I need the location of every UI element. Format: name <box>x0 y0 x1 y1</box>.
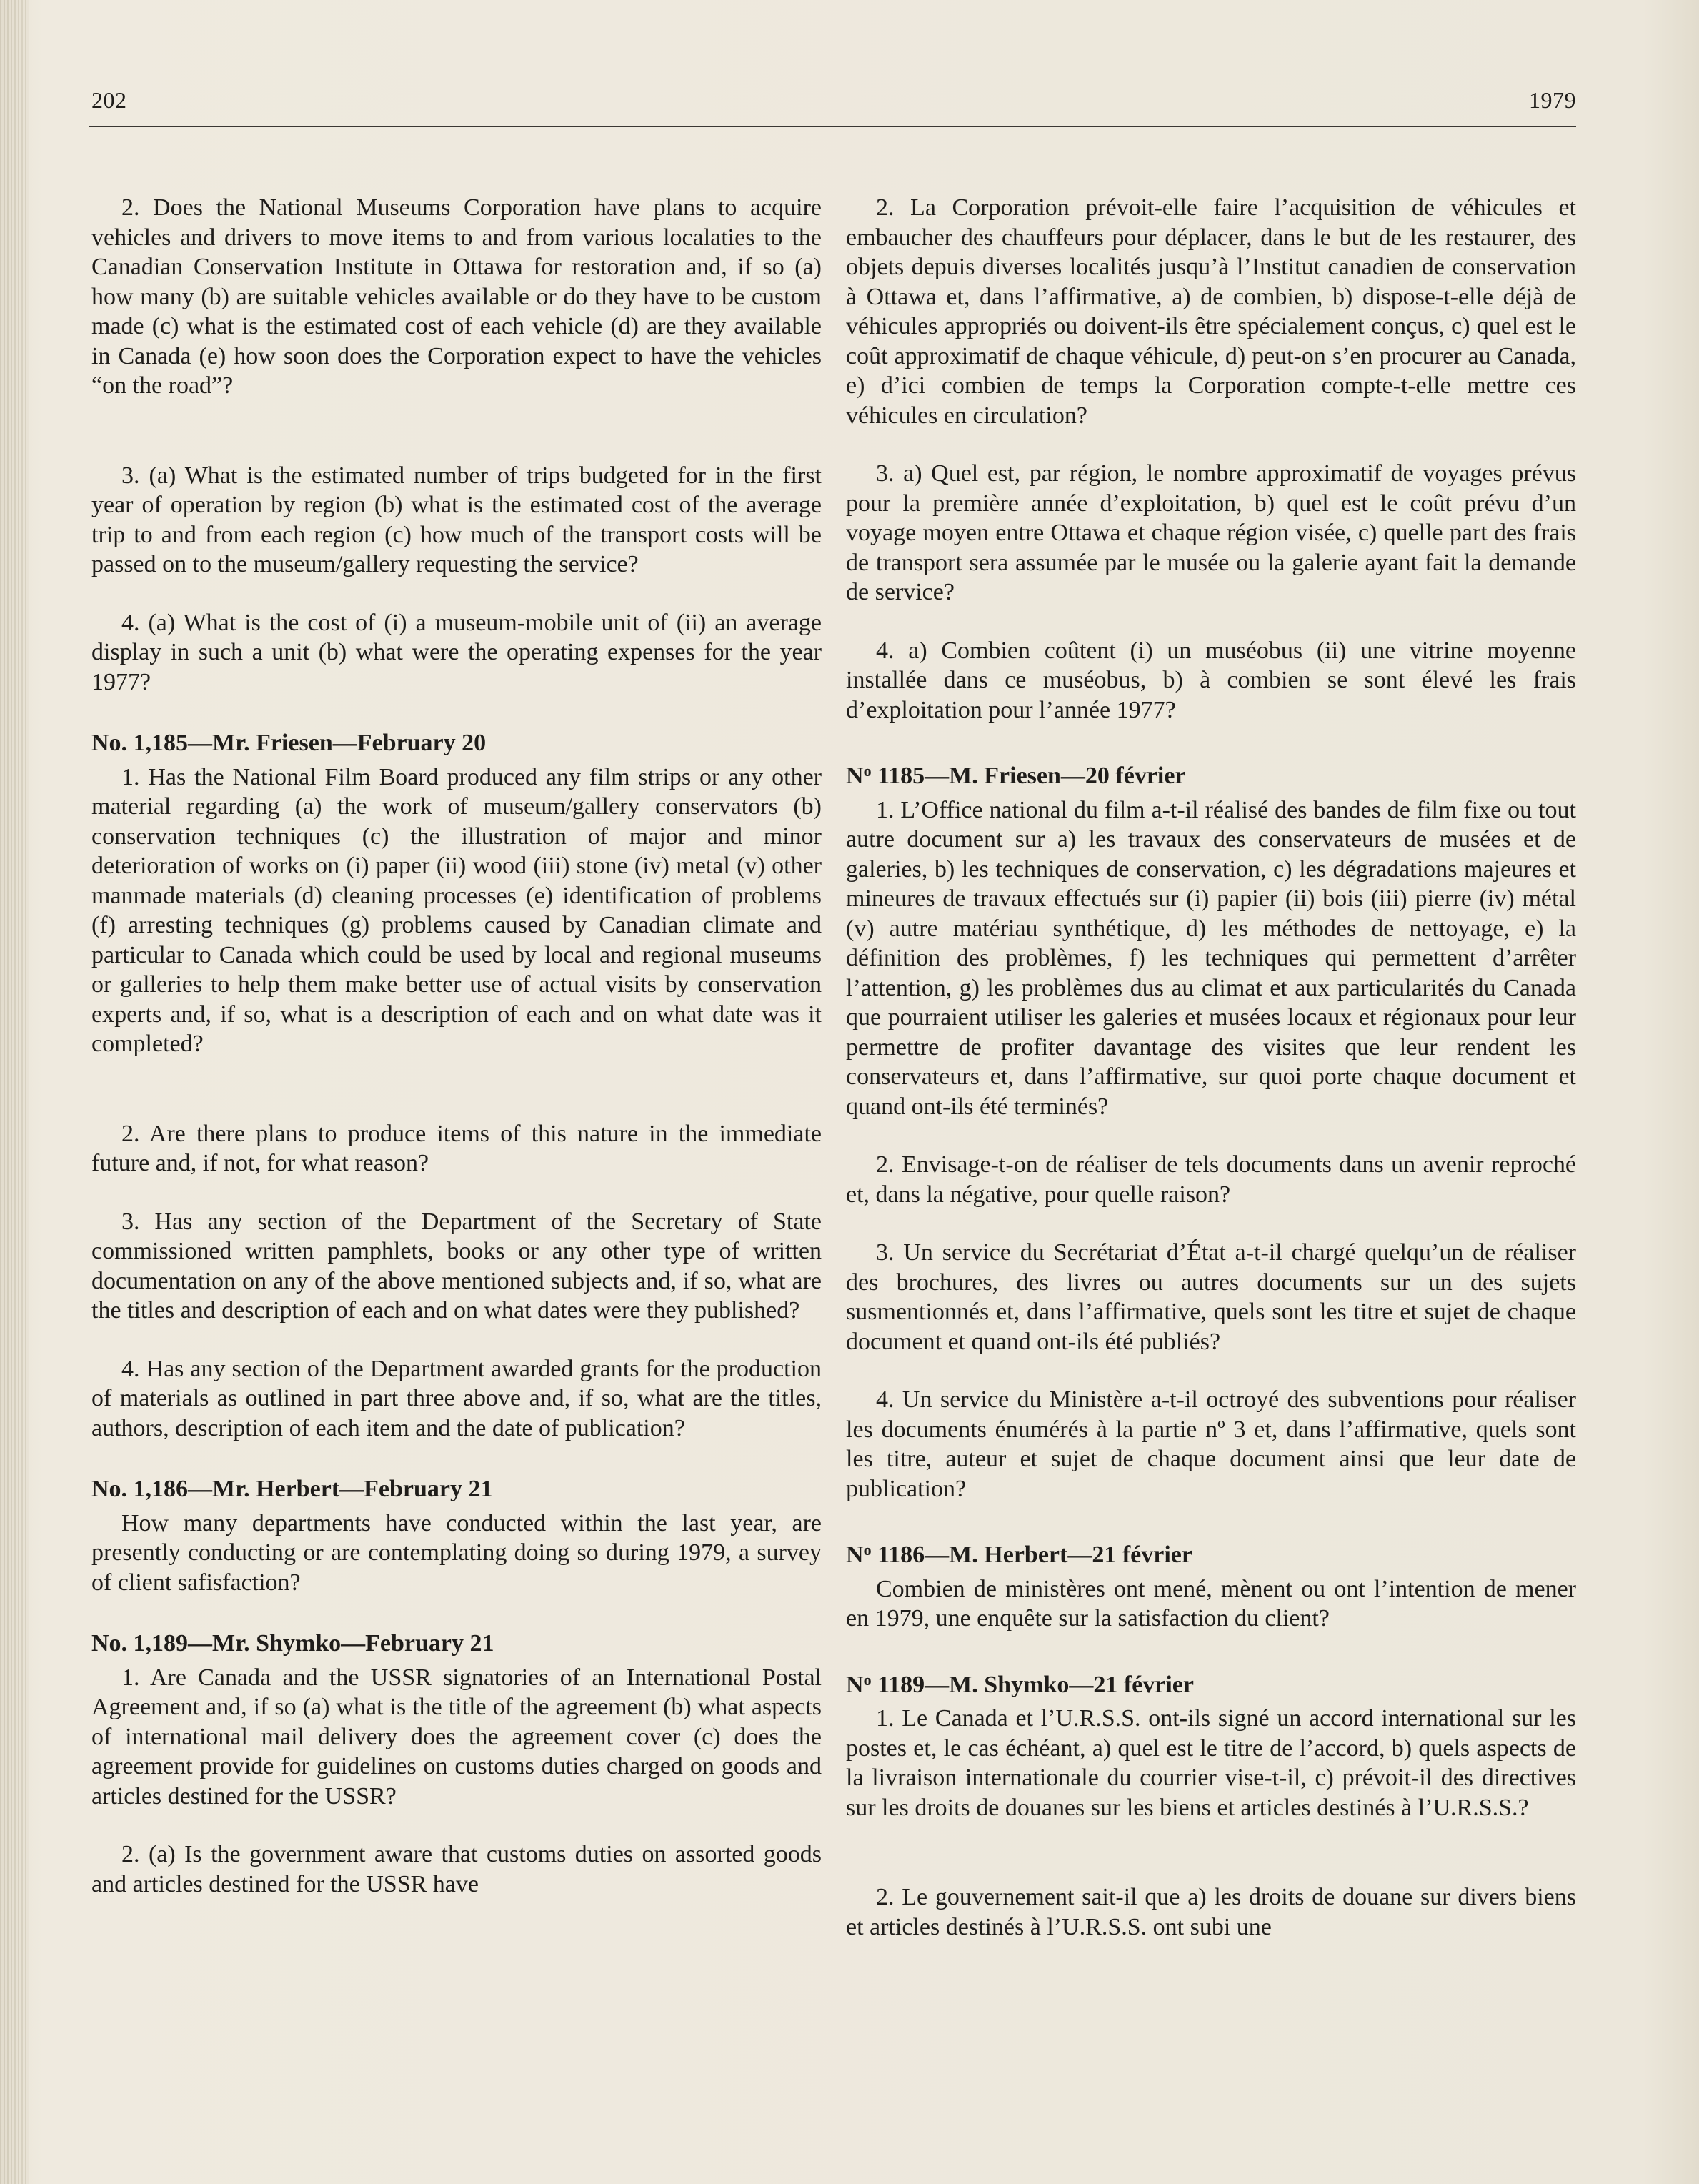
heading-prefix: N <box>846 1542 864 1568</box>
question-1185-part-1: 1. Has the National Film Board produced any film strips or any other material regarding (a) the work of museum/gallery conservators (b) conservation techniques (c) the illustration of major and minor deterioration of works on (i) paper (ii) wood (iii) stone (iv) metal (v) other manmade materials (d) cleaning processes (e) identification of problems (f) arresting techniques (g) problems caused by Canadian climate and particular to Canada which could be used by local and regional museums or galleries to help them make better use of actual visits by conservation experts and, if so, what is a description of each and on what date was it completed? <box>91 763 822 1057</box>
heading-text: 1185—M. Friesen—20 février <box>871 763 1186 789</box>
heading-question-1189-fr <box>846 1665 1576 1700</box>
page-year: 1979 <box>1529 87 1576 113</box>
question-1185-part-2: 2. Are there plans to produce items of this nature in the immediate future and, if not, for what reason? <box>91 1120 822 1176</box>
question-unit-cost: 4. (a) What is the cost of (i) a museum-mobile unit of (ii) an average display in such a unit (b) what were the operating expenses for the year 1977? <box>91 609 822 695</box>
heading-text: 1189—M. Shymko—21 février <box>871 1671 1194 1698</box>
question-1189-part-2-fr: 2. Le gouvernement sait-il que a) les droits de douane sur divers biens et articles destinés à l’U.R.S.S. ont subi une <box>846 1884 1576 1940</box>
question-1185-part-1-fr: 1. L’Office national du film a-t-il réalisé des bandes de film fixe ou tout autre document sur a) les travaux des conservateurs de musées et de galeries, b) les techniques de conservation, c) les dégradations majeures et mineures de travaux effectués sur (i) papier (ii) bois (iii) pierre (iv) métal (v) autre matériau synthétique, d) les méthodes de nettoyage, e) la définition des problèmes, f) les techniques qui permettent d’arrêter l’attention, g) les problèmes dus au climat et aux particularités du Canada que pourraient utiliser les galeries et musées locaux et régionaux pour leur permettre de profiter davantage des visites que leur rendent les conservateurs et, dans l’affirmative, sur quoi porte chaque document et quand ont-ils été terminés? <box>846 796 1576 1120</box>
heading-question-1186: No. 1,186—Mr. Herbert—February 21 <box>91 1476 493 1502</box>
heading-question-1186-fr <box>846 1535 1576 1570</box>
page-number: 202 <box>91 87 127 113</box>
question-1189-part-1: 1. Are Canada and the USSR signatories of an International Postal Agreement and, if so (a) what is the title of the agreement (b) what aspects of international mail delivery does the agreement cover (c) does the agreement provide for guidelines on customs duties charged on goods and articles destined for the USSR? <box>91 1664 822 1810</box>
question-1185-part-4: 4. Has any section of the Department awarded grants for the production of materials as outlined in part three above and, if so, what are the titles, authors, description of each item and the date of publication? <box>91 1355 822 1441</box>
heading-question-1189: No. 1,189—Mr. Shymko—February 21 <box>91 1630 494 1657</box>
question-1185-part-2-fr: 2. Envisage-t-on de réaliser de tels documents dans un avenir reproché et, dans la négative, pour quelle raison? <box>846 1151 1576 1208</box>
question-1186: How many departments have conducted within the last year, are presently conducting or are contemplating doing so during 1979, a survey of client safisfaction? <box>91 1509 822 1596</box>
question-trips: 3. (a) What is the estimated number of trips budgeted for in the first year of operation by region (b) what is the estimated cost of the average trip to and from each region (c) how much of the transport costs will be passed on to the museum/gallery requesting the service? <box>91 462 822 577</box>
heading-text: 1186—M. Herbert—21 février <box>871 1542 1192 1568</box>
french-column <box>846 193 1576 1942</box>
question-vehicles: 2. Does the National Museums Corporation have plans to acquire vehicles and drivers to move items to and from various localaties to the Canadian Conservation Institute in Ottawa for restoration and, if so (a) how many (b) are suitable vehicles available or do they have to be custom made (c) what is the estimated cost of each vehicle (d) are they available in Canada (e) how soon does the Corporation expect to have the vehicles “on the road”? <box>91 194 822 399</box>
question-1185-part-3: 3. Has any section of the Department of the Secretary of State commissioned written pamphlets, books or any other type of written documentation on any of the above mentioned subjects and, if so, what are the titles and description of each and on what dates were they published? <box>91 1208 822 1324</box>
heading-prefix: N <box>846 763 864 789</box>
heading-sup: o <box>863 762 872 780</box>
question-trips-fr: 3. a) Quel est, par région, le nombre approximatif de voyages prévus pour la première année d’exploitation, b) quel est le coût prévu d’un voyage moyen entre Ottawa et chaque région visée, c) quelle part des frais de transport sera assumée par le musée ou la galerie ayant fait la demande de service? <box>846 460 1576 605</box>
english-column <box>91 193 822 1899</box>
heading-question-1185-fr <box>846 756 1576 791</box>
question-1189-part-1-fr: 1. Le Canada et l’U.R.S.S. ont-ils signé un accord international sur les postes et, le cas échéant, a) quel est le titre de l’accord, b) quels aspects de la livraison internationale du courrier vise-t-il, c) prévoit-il des directives sur les droits de douanes sur les biens et articles destinés à l’U.R.S.S.? <box>846 1705 1576 1821</box>
heading-sup: o <box>863 1541 872 1559</box>
heading-sup: o <box>863 1670 872 1689</box>
heading-prefix: N <box>846 1671 864 1698</box>
question-1185-part-4-fr: 4. Un service du Ministère a-t-il octroyé des subventions pour réaliser les documents énumérés à la partie nº 3 et, dans l’affirmative, quels sont les titre, auteur et sujet de chaque document ainsi que leur date de publication? <box>846 1386 1576 1502</box>
heading-question-1185: No. 1,185—Mr. Friesen—February 20 <box>91 730 487 756</box>
question-1186-fr: Combien de ministères ont mené, mènent ou ont l’intention de mener en 1979, une enquête sur la satisfaction du client? <box>846 1575 1576 1632</box>
page-binding-edge <box>0 0 29 2184</box>
header-rule <box>89 126 1576 127</box>
question-vehicles-fr: 2. La Corporation prévoit-elle faire l’acquisition de véhicules et embaucher des chauffeurs pour déplacer, dans le but de les restaurer, des objets depuis diverses localités jusqu’à l’Institut canadien de conservation à Ottawa et, dans l’affirmative, a) de combien, b) dispose-t-elle déjà de véhicules appropriés ou doivent-ils être spécialement conçus, c) quel est le coût approximatif de chaque véhicule, d) peut-on s’en procurer au Canada, e) d’ici combien de temps la Corporation compte-t-elle mettre ces véhicules en circulation? <box>846 194 1576 429</box>
question-1185-part-3-fr: 3. Un service du Secrétariat d’État a-t-il chargé quelqu’un de réaliser des brochures, des livres ou autres documents sur un des sujets susmentionnés et, dans l’affirmative, quels sont les titre et sujet de chaque document et quand ont-ils été publiés? <box>846 1239 1576 1355</box>
question-unit-cost-fr: 4. a) Combien coûtent (i) un muséobus (ii) une vitrine moyenne installée dans ce muséobus, b) à combien se sont élevé les frais d’exploitation pour l’année 1977? <box>846 637 1576 723</box>
question-1189-part-2: 2. (a) Is the government aware that customs duties on assorted goods and articles destined for the USSR have <box>91 1841 822 1897</box>
